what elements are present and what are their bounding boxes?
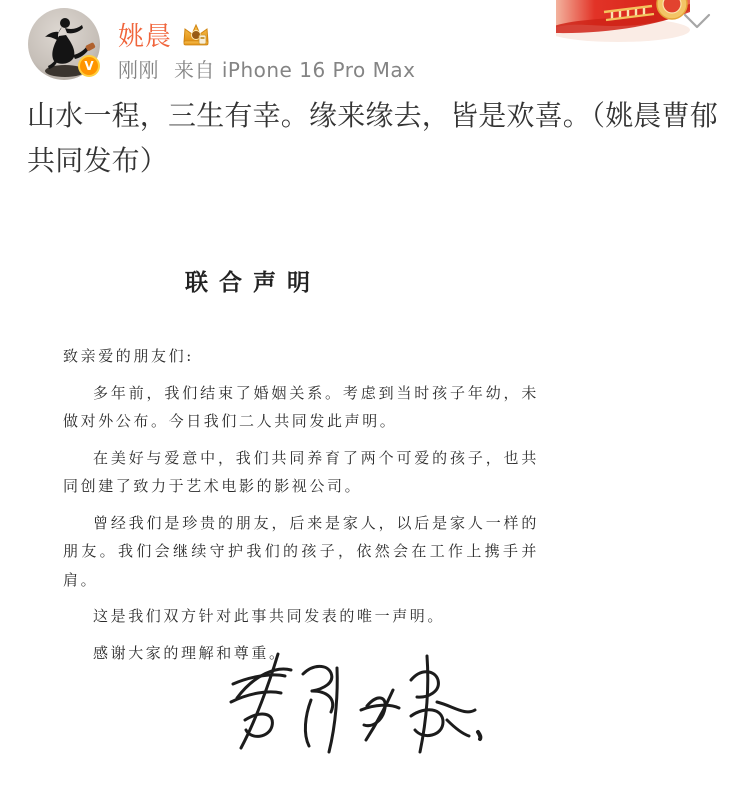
vip-crown-icon[interactable] (181, 22, 211, 48)
statement-paragraph: 这是我们双方针对此事共同发表的唯一声明。 (93, 607, 446, 625)
post-timestamp: 刚刚 (118, 58, 159, 82)
post-source: 来自 iPhone 16 Pro Max (174, 58, 416, 82)
statement-paragraph: 在美好与爱意中，我们共同养育了两个可爱的孩子，也共同创建了致力于艺术电影的影视公司。 (63, 448, 539, 495)
post-options-chevron-icon[interactable] (683, 13, 711, 31)
user-avatar[interactable] (28, 8, 100, 80)
signature-period-dot (478, 732, 480, 739)
post-meta (118, 54, 415, 83)
statement-paragraph: 感谢大家的理解和尊重。 (93, 643, 287, 662)
signature-yao-chen (361, 656, 475, 752)
statement-salutation: 致亲爱的朋友们: (63, 347, 194, 365)
statement-image[interactable] (0, 240, 735, 800)
statement-body (63, 342, 539, 675)
festival-sticker-image (556, 0, 690, 42)
statement-title: 联合声明 (185, 269, 321, 296)
username[interactable]: 姚晨 (118, 22, 173, 52)
signature-cao-yu (231, 654, 337, 752)
post-text: 山水一程，三生有幸。缘来缘去，皆是欢喜。（姚晨曹郁共同发布） (27, 99, 719, 177)
statement-paragraph: 曾经我们是珍贵的朋友，后来是家人，以后是家人一样的朋友。我们会继续守护我们的孩子，依然会在工作上携手并肩。 (63, 513, 539, 589)
verified-badge-icon: V (78, 55, 100, 77)
handwritten-signatures (215, 640, 490, 775)
statement-paragraph: 多年前，我们结束了婚姻关系。考虑到当时孩子年幼，未做对外公布。今日我们二人共同发此声明。 (63, 383, 539, 430)
